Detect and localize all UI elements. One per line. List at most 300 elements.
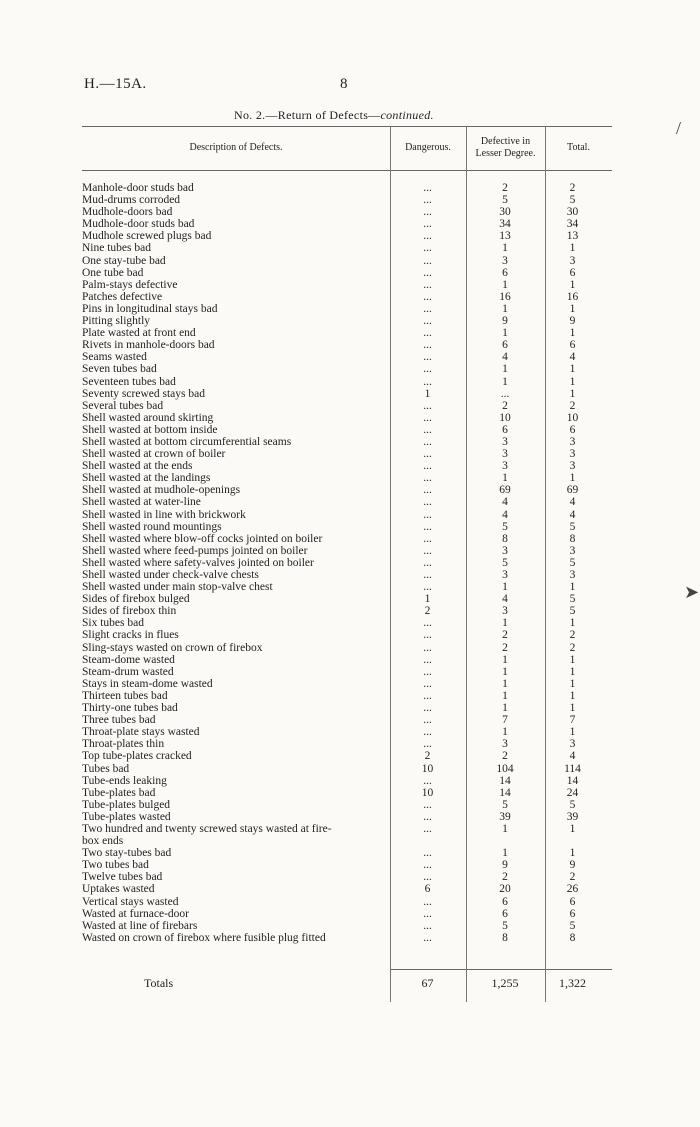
defect-description: Steam-drum wasted [82,665,174,678]
defect-description: Mudhole screwed plugs bad [82,230,212,243]
defect-description: Shell wasted under check-valve chests [82,569,259,581]
defect-description: Shell wasted where safety-valves jointed on boiler [82,556,314,569]
header-lesser-degree [466,136,545,160]
defect-description: Mudhole-door studs bad [82,218,195,231]
defect-description: box ends [82,835,124,848]
defect-description: Vertical stays wasted [82,895,179,908]
lesser-degree-count: 9 [502,859,508,872]
lesser-degree-count: 14 [499,774,511,787]
dangerous-count: 2 [424,605,431,618]
defect-description: Palm-stays defective [82,278,178,291]
lesser-degree-count: 5 [502,798,508,811]
lesser-degree-count: 20 [499,883,511,896]
defect-description: Manhole-door studs bad [82,182,194,194]
table-row [82,823,602,835]
defect-description: Thirteen tubes bad [82,689,168,702]
dangerous-count: ... [423,520,432,533]
table-row [82,472,602,484]
table-row [82,750,602,762]
table-row [82,763,602,775]
table-row [82,424,602,436]
table-row [82,484,602,496]
dangerous-count: ... [423,242,432,255]
total-count: 4 [569,750,576,763]
lesser-degree-count: 3 [502,435,508,448]
table-row [82,605,602,617]
dangerous-count: ... [423,859,432,872]
defect-description: Shell wasted under main stop-valve chest [82,581,273,594]
table-row [82,896,602,908]
totals-rule [390,969,612,970]
lesser-degree-count: 2 [502,750,508,763]
lesser-degree-count: 10 [499,411,511,424]
total-count: 5 [569,919,576,932]
lesser-degree-count: 16 [499,290,511,303]
header-total: Total. [567,142,590,153]
lesser-degree-count: 1 [502,822,508,835]
lesser-degree-count: 3 [502,460,508,473]
lesser-degree-count: 13 [499,230,511,243]
table-row [82,678,602,690]
totals-dangerous: 67 [421,976,434,990]
total-count: 114 [564,762,581,775]
total-count: 16 [566,290,579,303]
table-row [82,351,602,363]
dangerous-count: ... [423,641,432,654]
table-row [82,835,602,847]
table-row [82,315,602,327]
dangerous-count: ... [423,315,432,328]
total-count: 5 [569,798,576,811]
defect-description: Tube-plates bulged [82,798,171,811]
lesser-degree-count: 1 [502,302,508,315]
lesser-degree-count: 1 [502,242,508,255]
lesser-degree-count: 1 [502,847,508,860]
lesser-degree-count: 1 [502,363,508,376]
total-count: 10 [566,411,579,424]
lesser-degree-count: 8 [502,532,508,545]
lesser-degree-count: 1 [502,278,508,291]
defect-description: Wasted on crown of firebox where fusible plug fitted [82,931,326,944]
defect-description: Shell wasted in line with brickwork [82,508,246,521]
dangerous-count: ... [423,278,432,291]
defect-description: Uptakes wasted [82,883,155,896]
total-count: 14 [566,774,579,787]
total-count: 3 [569,435,576,448]
lesser-degree-count: 2 [502,871,508,884]
totals-label: Totals [144,976,174,990]
margin-pencil-mark: / [676,118,682,138]
dangerous-count: 2 [424,750,431,763]
table-row [82,642,602,654]
table-row [82,496,602,508]
total-count: 1 [569,653,576,666]
total-count: 5 [569,520,576,533]
dangerous-count: ... [423,230,432,243]
table-row [82,908,602,920]
table-row [82,629,602,641]
table-row [82,521,602,533]
dangerous-count: ... [423,302,432,315]
defect-description: Tube-ends leaking [82,774,167,787]
table-title-main: No. 2.—Return of Defects— [234,108,381,122]
table-row [82,654,602,666]
totals-total: 1,322 [559,976,586,990]
lesser-degree-count: 4 [502,593,508,606]
table-row [82,182,602,194]
header-dangerous: Dangerous. [405,142,451,153]
defect-description: Slight cracks in flues [82,629,179,642]
defect-description: Tube-plates wasted [82,810,171,823]
lesser-degree-count: 69 [499,484,511,497]
defect-description: Several tubes bad [82,399,164,412]
total-count: 5 [569,605,576,618]
dangerous-count: ... [423,726,432,739]
table-row [82,545,602,557]
defect-description: Pins in longitudinal stays bad [82,302,218,315]
total-count: 3 [569,460,576,473]
lesser-degree-count: 2 [502,629,508,642]
total-count: 5 [569,194,576,207]
total-count: 1 [569,278,576,291]
lesser-degree-count: 5 [502,520,508,533]
table-row [82,376,602,388]
table-row [82,242,602,254]
table-row [82,363,602,375]
dangerous-count: ... [423,327,432,340]
dangerous-count: ... [423,375,432,388]
total-count: 13 [566,230,579,243]
table-row [82,617,602,629]
dangerous-count: ... [423,218,432,231]
dangerous-count: ... [423,194,432,207]
margin-arrow-mark: ➤ [684,582,700,602]
table-row [82,775,602,787]
dangerous-count: ... [423,508,432,521]
total-count: 1 [569,387,576,400]
table-row [82,666,602,678]
defect-description: Shell wasted at crown of boiler [82,448,226,461]
table-row [82,847,602,859]
total-count: 4 [569,496,576,509]
table-row [82,859,602,871]
dangerous-count: ... [423,569,432,581]
lesser-degree-count: 2 [502,399,508,412]
table-row [82,206,602,218]
table-row [82,557,602,569]
total-count: 3 [569,254,576,267]
total-count: 1 [569,302,576,315]
dangerous-count: ... [423,254,432,267]
lesser-degree-count: 4 [502,496,508,509]
lesser-degree-count: 5 [502,194,508,207]
total-count: 1 [569,581,576,594]
defect-description: Two stay-tubes bad [82,847,172,860]
dangerous-count: 10 [421,762,434,775]
dangerous-count: ... [423,460,432,473]
table-row [82,291,602,303]
lesser-degree-count: 5 [502,556,508,569]
table-row [82,738,602,750]
defect-description: Shell wasted where feed-pumps jointed on boiler [82,544,308,557]
dangerous-count: ... [423,206,432,219]
header-description: Description of Defects. [189,142,283,153]
table-row [82,509,602,521]
total-count: 6 [569,423,576,436]
dangerous-count: 1 [424,593,431,606]
total-count: 3 [569,448,576,461]
dangerous-count: ... [423,472,432,485]
table-row [82,339,602,351]
total-count: 5 [569,556,576,569]
total-count: 6 [569,339,576,352]
total-count: 24 [566,786,579,799]
lesser-degree-count: 1 [502,677,508,690]
table-row [82,400,602,412]
lesser-degree-count: 2 [502,641,508,654]
defect-description: Plate wasted at front end [82,327,196,340]
total-count: 6 [569,895,576,908]
lesser-degree-count: 3 [502,448,508,461]
totals-lesser: 1,255 [491,976,519,990]
lesser-degree-count: 1 [502,581,508,594]
dangerous-count: ... [423,423,432,436]
lesser-degree-count: 1 [502,327,508,340]
dangerous-count: ... [423,653,432,666]
lesser-degree-count: 6 [502,339,508,352]
lesser-degree-count: 1 [502,689,508,702]
defect-description: Mud-drums corroded [82,194,181,207]
dangerous-count: ... [423,774,432,787]
lesser-degree-count: 39 [499,810,511,823]
lesser-degree-count: 6 [502,266,508,279]
lesser-degree-count: 14 [499,786,511,799]
defect-description: Thirty-one tubes bad [82,702,178,715]
total-count: 1 [569,665,576,678]
total-count: 9 [569,859,576,872]
table-row [82,533,602,545]
dangerous-count: ... [423,544,432,557]
lesser-degree-count: 3 [502,605,508,618]
defect-description: Shell wasted at bottom circumferential seams [82,435,292,448]
dangerous-count: ... [423,581,432,594]
table-row [82,303,602,315]
defect-description: Patches defective [82,290,163,303]
dangerous-count: ... [423,822,432,835]
table-row [82,714,602,726]
lesser-degree-count: 1 [502,472,508,485]
total-count: 6 [569,907,576,920]
total-count: 1 [569,726,576,739]
table-row [82,569,602,581]
defect-description: Seven tubes bad [82,363,157,376]
total-count: 3 [569,569,576,581]
lesser-degree-count: 1 [502,726,508,739]
table-row [82,194,602,206]
dangerous-count: ... [423,689,432,702]
total-count: 2 [569,871,576,884]
table-row [82,436,602,448]
table-row [82,388,602,400]
header-lesser-line-1: Defective in [480,136,531,147]
total-count: 1 [569,702,576,715]
dangerous-count: ... [423,484,432,497]
dangerous-count: ... [423,617,432,630]
dangerous-count: ... [423,714,432,727]
defect-description: Top tube-plates cracked [82,750,192,763]
defect-description: One tube bad [82,266,144,279]
table-row [82,267,602,279]
dangerous-count: ... [423,907,432,920]
defect-description: Seventeen tubes bad [82,375,176,388]
dangerous-count: ... [423,339,432,352]
lesser-degree-count: 7 [502,714,508,727]
table-row [82,799,602,811]
lesser-degree-count: 5 [502,919,508,932]
lesser-degree-count: 6 [502,895,508,908]
total-count: 3 [569,738,576,751]
total-count: 8 [569,931,576,944]
lesser-degree-count: 4 [502,351,508,364]
dangerous-count: ... [423,290,432,303]
lesser-degree-count: 1 [502,375,508,388]
lesser-degree-count: 34 [499,218,511,231]
defect-description: Two tubes bad [82,859,149,872]
table-row [82,787,602,799]
total-count: 39 [566,810,579,823]
table-row [82,690,602,702]
dangerous-count: ... [423,738,432,751]
dangerous-count: ... [423,363,432,376]
dangerous-count: ... [423,182,432,194]
defect-description: Seams wasted [82,351,147,364]
dangerous-count: ... [423,266,432,279]
header-bottom-rule [82,170,612,171]
total-count: 3 [569,544,576,557]
lesser-degree-count: 3 [502,544,508,557]
table-row [82,448,602,460]
defect-description: Nine tubes bad [82,242,151,255]
lesser-degree-count: 30 [499,206,511,219]
lesser-degree-count: 104 [496,762,514,775]
dangerous-count: ... [423,411,432,424]
total-count: 9 [569,315,576,328]
header-lesser-line-2: Lesser Degree. [475,148,536,159]
defect-description: Pitting slightly [82,315,151,328]
total-count: 26 [566,883,579,896]
total-count: 4 [569,351,576,364]
dangerous-count: ... [423,847,432,860]
table-row [82,412,602,424]
defect-description: Shell wasted at water-line [82,496,201,509]
dangerous-count: ... [423,810,432,823]
defect-description: Seventy screwed stays bad [82,387,205,400]
defect-description: Shell wasted round mountings [82,520,222,533]
defect-description: Tube-plates bad [82,786,156,799]
defect-description: One stay-tube bad [82,254,166,267]
table-row [82,593,602,605]
lesser-degree-count: ... [500,387,510,400]
table-top-rule [82,126,612,127]
lesser-degree-count: 3 [502,569,508,581]
table-row [82,811,602,823]
dangerous-count: ... [423,496,432,509]
table-row [82,920,602,932]
dangerous-count: ... [423,448,432,461]
dangerous-count: 6 [424,883,431,896]
defect-description: Steam-dome wasted [82,653,175,666]
table-row [82,255,602,267]
lesser-degree-count: 6 [502,907,508,920]
lesser-degree-count: 4 [502,508,508,521]
total-count: 1 [569,822,576,835]
total-count: 2 [569,629,576,642]
defect-description: Throat-plate stays wasted [82,726,200,739]
dangerous-count: ... [423,629,432,642]
total-count: 5 [569,593,576,606]
defect-description: Shell wasted at the ends [82,460,193,473]
table-row [82,883,602,895]
total-count: 1 [569,375,576,388]
dangerous-count: ... [423,871,432,884]
table-row [82,279,602,291]
total-count: 69 [566,484,579,497]
defect-description: Throat-plates thin [82,738,165,751]
total-count: 1 [569,617,576,630]
defect-description: Rivets in manhole-doors bad [82,339,215,352]
total-count: 2 [569,399,576,412]
defect-description: Tubes bad [82,762,130,775]
dangerous-count: ... [423,798,432,811]
page-number: 8 [340,76,348,92]
defect-description: Mudhole-doors bad [82,206,173,219]
lesser-degree-count: 3 [502,738,508,751]
dangerous-count: ... [423,895,432,908]
dangerous-count: ... [423,351,432,364]
defects-table-body [82,182,602,944]
total-count: 7 [569,714,576,727]
total-count: 2 [569,641,576,654]
total-count: 1 [569,689,576,702]
lesser-degree-count: 1 [502,653,508,666]
table-row [82,581,602,593]
defect-description: Shell wasted at bottom inside [82,423,218,436]
dangerous-count: ... [423,435,432,448]
lesser-degree-count: 6 [502,423,508,436]
total-count: 8 [569,532,576,545]
defect-description: Shell wasted at mudhole-openings [82,484,241,497]
defect-description: Six tubes bad [82,617,144,630]
lesser-degree-count: 1 [502,702,508,715]
table-title [234,108,434,123]
dangerous-count: ... [423,702,432,715]
total-count: 30 [566,206,579,219]
total-count: 6 [569,266,576,279]
dangerous-count: ... [423,556,432,569]
defect-description: Wasted at furnace-door [82,907,189,920]
table-row [82,871,602,883]
total-count: 1 [569,242,576,255]
lesser-degree-count: 1 [502,665,508,678]
dangerous-count: ... [423,665,432,678]
table-row [82,327,602,339]
table-row [82,932,602,944]
defect-description: Shell wasted where blow-off cocks jointed on boiler [82,532,323,545]
defect-description: Two hundred and twenty screwed stays wasted at fire- [82,822,332,835]
defect-description: Sides of firebox thin [82,605,177,618]
dangerous-count: ... [423,919,432,932]
defect-description: Sides of firebox bulged [82,593,190,606]
